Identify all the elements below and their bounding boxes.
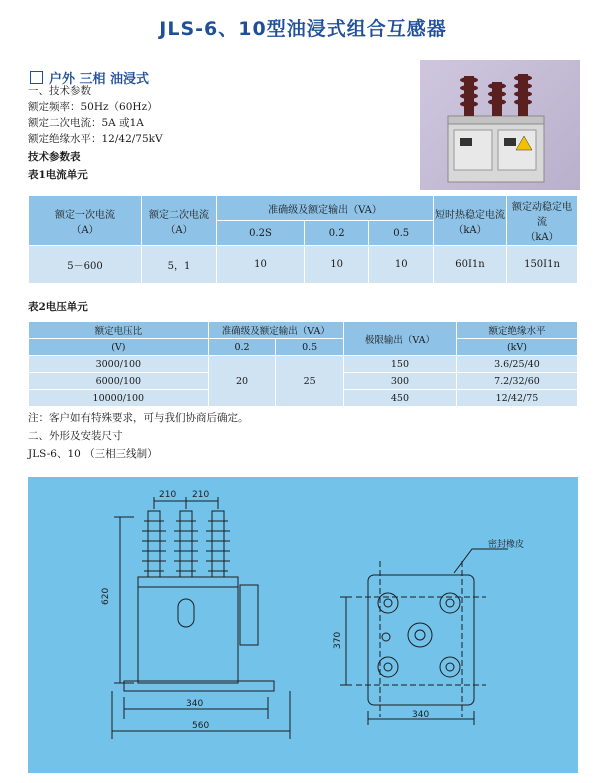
spec-line-4: 额定绝缘水平：12/42/75kV xyxy=(28,133,163,145)
t2-limit: 450 xyxy=(344,390,457,407)
t2-header-ratio-unit: (V) xyxy=(29,339,209,356)
bushing-left xyxy=(142,511,166,577)
t1-class-0-5: 0.5 xyxy=(369,221,434,246)
t2-class-0-2: 0.2 xyxy=(208,339,276,356)
subtitle-text: 户外 三相 油浸式 xyxy=(49,72,150,87)
table2-caption: 表2电压单元 xyxy=(28,301,88,313)
spec-line-1: 一、技术参数 xyxy=(28,85,91,97)
t1-cell: 10 xyxy=(217,246,305,284)
spec-line-2: 额定频率：50Hz（60Hz） xyxy=(28,101,158,113)
dimension-drawing-svg xyxy=(28,477,578,773)
dimension-drawing xyxy=(28,477,578,773)
dim-210-a: 210 xyxy=(159,490,177,500)
spec-line-5: 技术参数表 xyxy=(28,151,81,163)
note-text: 注：客户如有特殊要求，可与我们协商后确定。 xyxy=(28,412,249,424)
t1-cell: 5－600 xyxy=(29,246,142,284)
spec-line-6: 表1电流单元 xyxy=(28,169,88,181)
current-unit-table xyxy=(28,195,578,284)
product-photo xyxy=(420,60,580,190)
t2-header-accuracy: 准确级及额定输出（VA） xyxy=(208,322,343,339)
transformer-photo-illustration xyxy=(420,60,580,190)
t1-class-0-2: 0.2 xyxy=(304,221,369,246)
t1-cell: 150I1n xyxy=(507,246,578,284)
t2-header-ratio: 额定电压比 xyxy=(29,322,209,339)
model-line: JLS-6、10 （三相三线制） xyxy=(28,448,158,460)
bushing-right xyxy=(206,511,230,577)
tank-body-outline xyxy=(138,587,238,683)
dim-370: 370 xyxy=(333,631,343,649)
t1-header-accuracy: 准确级及额定输出（VA） xyxy=(217,196,434,221)
dim-620: 620 xyxy=(101,587,111,605)
t2-insulation: 7.2/32/60 xyxy=(456,373,577,390)
dim-340-right: 340 xyxy=(412,710,430,720)
t2-ratio: 6000/100 xyxy=(29,373,209,390)
bushing-middle xyxy=(174,511,198,577)
t1-header-thermal: 短时热稳定电流 （kA） xyxy=(434,196,507,246)
t1-class-0-2s: 0.2S xyxy=(217,221,305,246)
t2-insulation: 3.6/25/40 xyxy=(456,356,577,373)
t2-limit: 150 xyxy=(344,356,457,373)
t2-header-insulation: 额定绝缘水平 xyxy=(456,322,577,339)
t1-header-primary: 额定一次电流 （A） xyxy=(29,196,142,246)
t2-acc-0-2: 20 xyxy=(208,356,276,407)
t2-header-insulation-unit: (kV) xyxy=(456,339,577,356)
t1-header-dynamic: 额定动稳定电流 （kA） xyxy=(507,196,578,246)
t2-ratio: 10000/100 xyxy=(29,390,209,407)
t2-class-0-5: 0.5 xyxy=(276,339,344,356)
t1-cell: 60I1n xyxy=(434,246,507,284)
dim-210-b: 210 xyxy=(192,490,210,500)
t2-acc-0-5: 25 xyxy=(276,356,344,407)
dim-560: 560 xyxy=(192,721,210,731)
voltage-unit-table xyxy=(28,321,578,407)
t1-cell: 10 xyxy=(369,246,434,284)
checkbox-square-icon xyxy=(30,71,43,84)
t1-header-secondary: 额定二次电流 （A） xyxy=(142,196,217,246)
dim-340-left: 340 xyxy=(186,699,204,709)
section2-heading: 二、外形及安装尺寸 xyxy=(28,430,123,442)
t1-cell: 10 xyxy=(304,246,369,284)
page-title: JLS-6、10型油浸式组合互感器 xyxy=(159,18,447,40)
t1-cell: 5，1 xyxy=(142,246,217,284)
spec-line-3: 额定二次电流：5A 或1A xyxy=(28,117,144,129)
seal-label: 密封橡皮 xyxy=(488,540,525,550)
t2-insulation: 12/42/75 xyxy=(456,390,577,407)
t2-limit: 300 xyxy=(344,373,457,390)
t2-header-limit: 极限输出（VA） xyxy=(344,322,457,356)
t2-ratio: 3000/100 xyxy=(29,356,209,373)
